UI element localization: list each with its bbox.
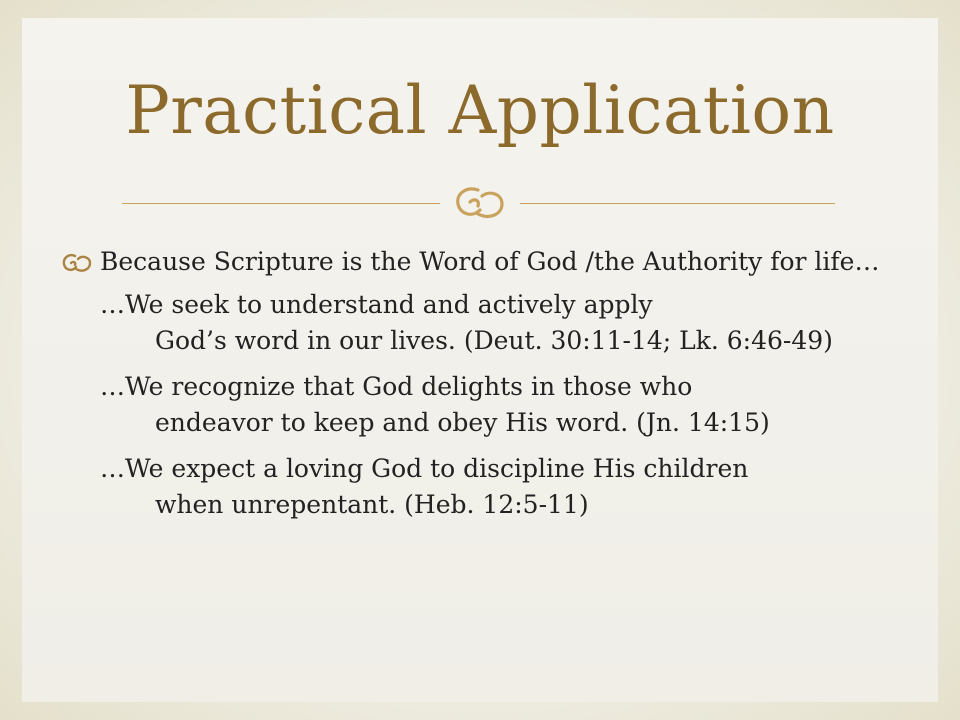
ornament-icon xyxy=(448,180,512,226)
ornament-bullet-icon xyxy=(60,250,94,276)
point-line: …We seek to understand and actively apply xyxy=(100,290,653,319)
list-item xyxy=(60,369,910,441)
intro-text: Because Scripture is the Word of God /the Authority for life… xyxy=(100,247,880,276)
point-line: …We recognize that God delights in those who xyxy=(100,372,693,401)
point-line: when unrepentant. (Heb. 12:5-11) xyxy=(155,490,589,519)
list-item xyxy=(60,451,910,523)
point-line: endeavor to keep and obey His word. (Jn. 14:15) xyxy=(155,408,770,437)
list-item xyxy=(60,244,910,280)
title-divider-left xyxy=(122,203,440,204)
point-line: God’s word in our lives. (Deut. 30:11-14; Lk. 6:46-49) xyxy=(155,326,833,355)
list-item xyxy=(60,287,910,359)
title-divider-right xyxy=(520,203,835,204)
slide-title: Practical Application xyxy=(125,72,835,149)
point-line: …We expect a loving God to discipline His children xyxy=(100,454,749,483)
slide-body xyxy=(60,244,910,533)
